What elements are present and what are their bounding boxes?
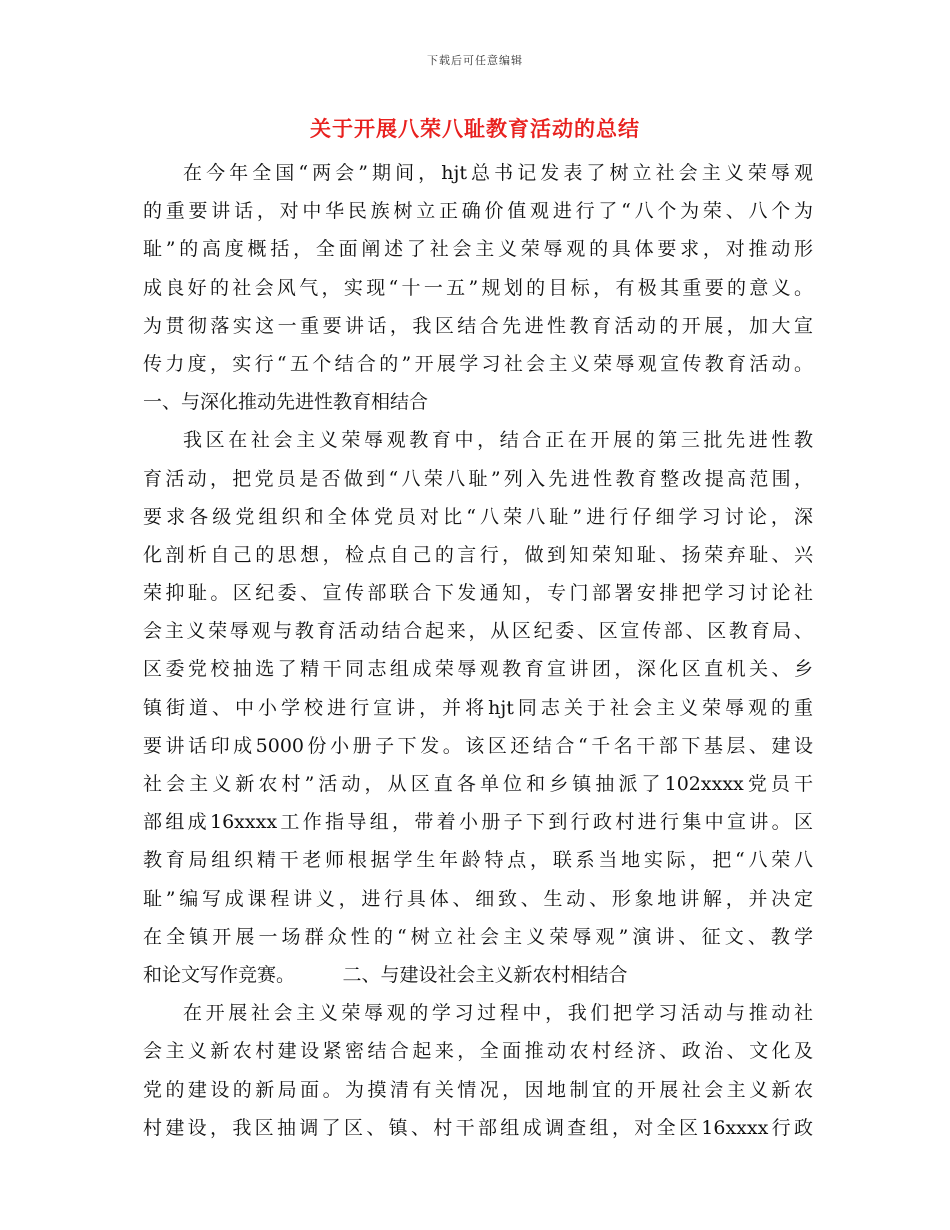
text-line: 荣抑耻。区纪委、宣传部联合下发通知，专门部署安排把学习讨论社: [143, 582, 813, 605]
text-line: 化剖析自己的思想，检点自己的言行，做到知荣知耻、扬荣弃耻、兴: [143, 543, 813, 566]
text-line: 会主义荣辱观与教育活动结合起来，从区纪委、区宣传部、区教育局、: [143, 620, 813, 643]
text-line: 为贯彻落实这一重要讲话，我区结合先进性教育活动的开展，加大宣: [143, 314, 813, 337]
text-line: 成良好的社会风气，实现“十一五”规划的目标，有极其重要的意义。: [143, 276, 813, 299]
text-line: 镇街道、中小学校进行宣讲，并将hjt同志关于社会主义荣辱观的重: [143, 696, 813, 719]
text-line: 我区在社会主义荣辱观教育中，结合正在开展的第三批先进性教: [183, 429, 813, 452]
text-line: 教育局组织精干老师根据学生年龄特点，联系当地实际，把“八荣八: [143, 849, 813, 872]
text-line: 耻”编写成课程讲义，进行具体、细致、生动、形象地讲解，并决定: [143, 887, 813, 910]
text-line: 在今年全国“两会”期间，hjt总书记发表了树立社会主义荣辱观: [183, 162, 813, 184]
text-line: 一、与深化推动先进性教育相结合: [143, 391, 429, 414]
document-title: 关于开展八荣八耻教育活动的总结: [310, 117, 640, 141]
text-line: 和论文写作竞赛。 二、与建设社会主义新农村相结合: [143, 963, 628, 986]
text-line: 在全镇开展一场群众性的“树立社会主义荣辱观”演讲、征文、教学: [143, 925, 813, 948]
text-line: 的重要讲话，对中华民族树立正确价值观进行了“八个为荣、八个为: [143, 200, 813, 223]
text-line: 要求各级党组织和全体党员对比“八荣八耻”进行仔细学习讨论，深: [143, 505, 813, 528]
text-line: 党的建设的新局面。为摸清有关情况，因地制宜的开展社会主义新农: [143, 1078, 813, 1101]
text-line: 要讲话印成5000份小册子下发。该区还结合“千名干部下基层、建设: [143, 734, 813, 757]
text-line: 村建设，我区抽调了区、镇、村干部组成调查组，对全区16xxxx行政: [143, 1116, 813, 1139]
text-line: 会主义新农村建设紧密结合起来，全面推动农村经济、政治、文化及: [143, 1040, 813, 1063]
text-line: 在开展社会主义荣辱观的学习过程中，我们把学习活动与推动社: [183, 1002, 813, 1025]
text-line: 育活动，把党员是否做到“八荣八耻”列入先进性教育整改提高范围，: [143, 467, 813, 490]
header-note: 下载后可任意编辑: [427, 54, 523, 67]
text-line: 社会主义新农村”活动，从区直各单位和乡镇抽派了102xxxx党员干: [143, 773, 813, 795]
text-line: 部组成16xxxx工作指导组，带着小册子下到行政村进行集中宣讲。区: [143, 811, 813, 834]
document-body: [143, 154, 813, 1147]
text-line: 传力度，实行“五个结合的”开展学习社会主义荣辱观宣传教育活动。: [143, 352, 813, 375]
text-line: 区委党校抽选了精干同志组成荣辱观教育宣讲团，深化区直机关、乡: [143, 658, 813, 681]
text-line: 耻”的高度概括，全面阐述了社会主义荣辱观的具体要求，对推动形: [143, 238, 813, 261]
